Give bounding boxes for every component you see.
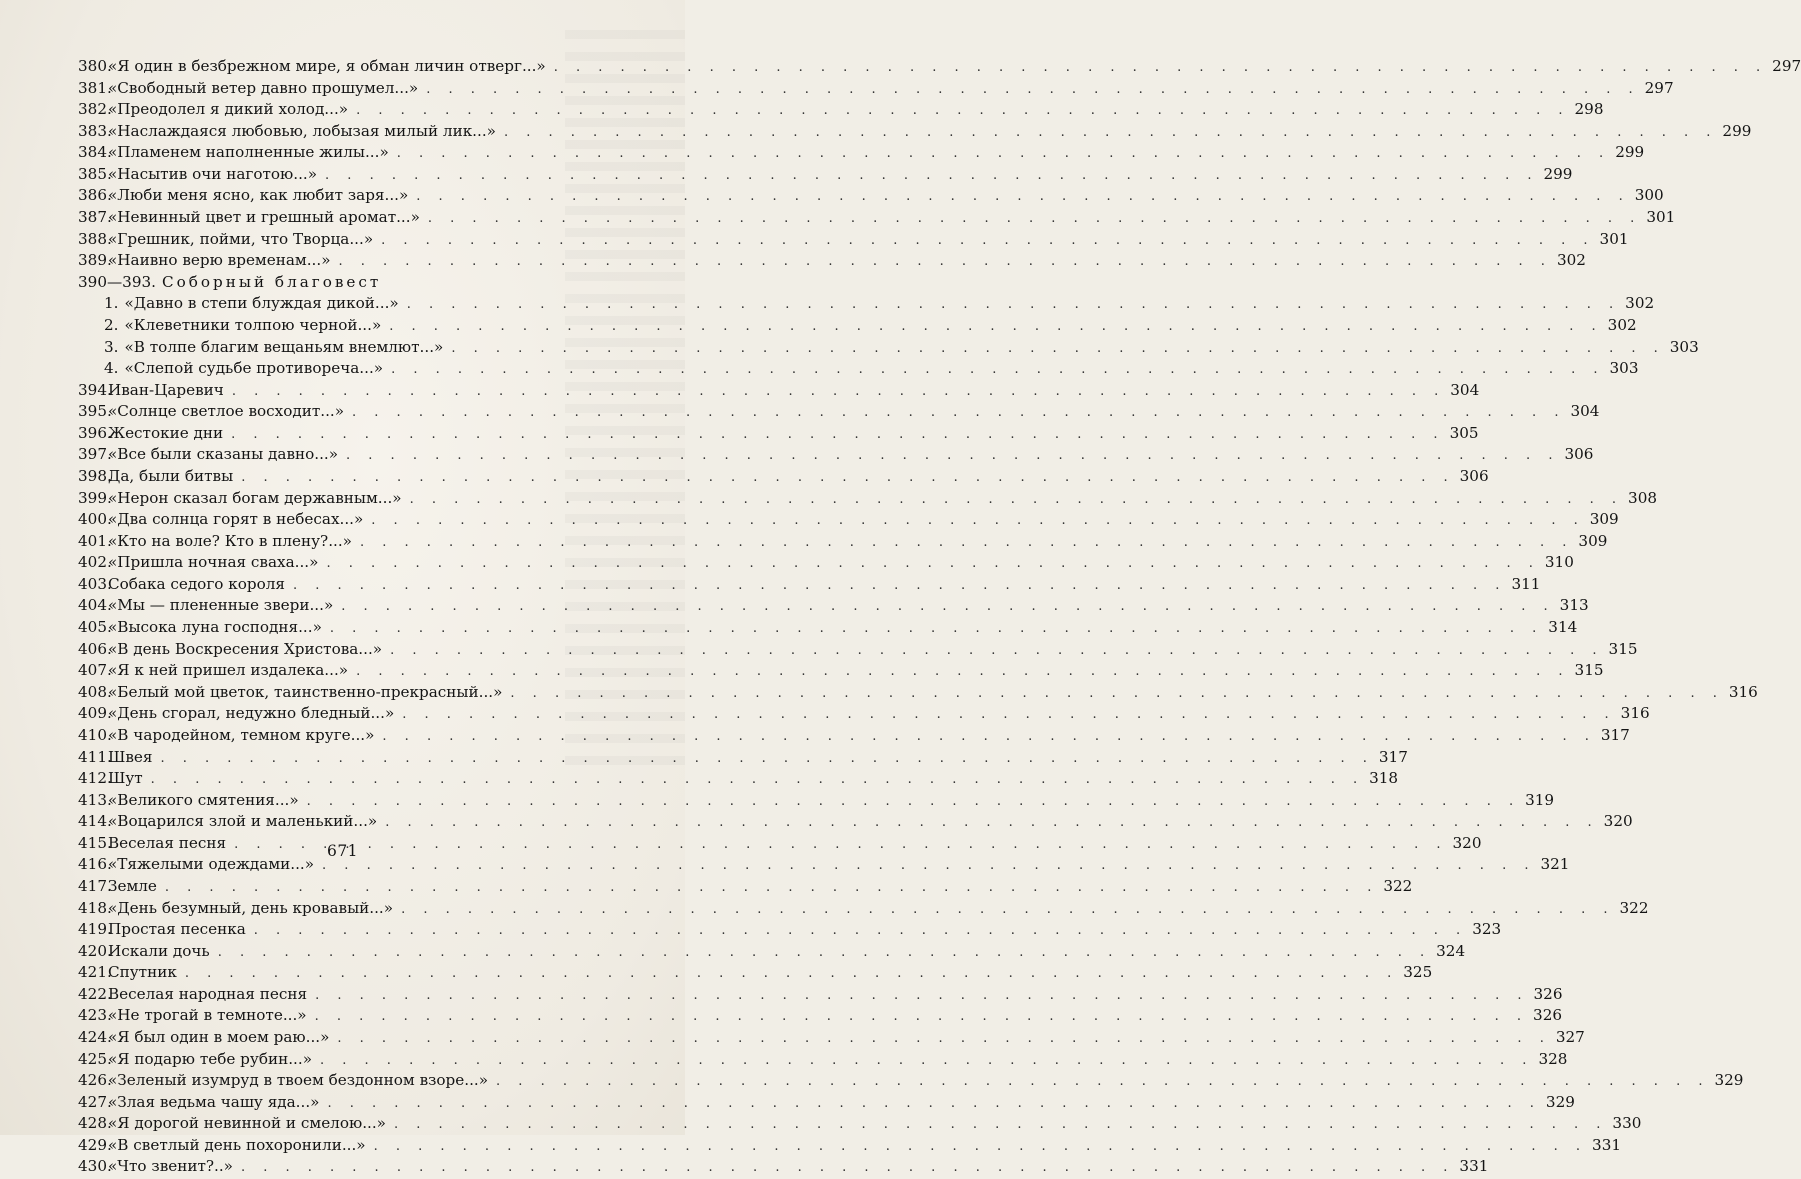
- toc-entry: [78, 941, 1466, 963]
- entry-title: «Белый мой цветок, таинственно-прекрасный...»: [108, 682, 503, 701]
- entry-title: Искали дочь: [108, 941, 210, 960]
- entry-title: «Пришла ночная сваха...»: [108, 553, 319, 572]
- dot-leader: [344, 402, 1565, 424]
- toc-entry: [78, 531, 1608, 553]
- dot-leader: [177, 963, 1398, 985]
- dot-leader: [366, 1136, 1587, 1158]
- entry-number: 386.: [78, 186, 112, 205]
- entry-page-number: 323: [1472, 920, 1502, 939]
- dot-leader: [374, 726, 1595, 748]
- entry-title: «Воцарился злой и маленький...»: [108, 812, 378, 831]
- entry-number: 407.: [78, 661, 112, 680]
- entry-number: 395.: [78, 402, 112, 421]
- dot-leader: [329, 1028, 1550, 1050]
- entry-title: «Я подарю тебе рубин...»: [108, 1049, 313, 1068]
- entry-title: «Свободный ветер давно прошумел...»: [108, 78, 419, 97]
- entry-page-number: 302: [1607, 315, 1637, 334]
- entry-title: «В чародейном, темном круге...»: [108, 725, 375, 744]
- entry-title: «День безумный, день кровавый...»: [108, 898, 394, 917]
- toc-entry: [78, 1005, 1563, 1027]
- entry-number: 383.: [78, 121, 112, 140]
- entry-page-number: 317: [1600, 725, 1630, 744]
- entry-number: 380.: [78, 57, 112, 75]
- toc-entry: [78, 164, 1573, 186]
- dot-leader: [317, 165, 1538, 187]
- entry-title: «Я дорогой невинной и смелою...»: [108, 1114, 386, 1133]
- entry-number: 397.: [78, 445, 112, 464]
- entry-page-number: 328: [1538, 1049, 1568, 1068]
- dot-leader: [285, 575, 1506, 597]
- toc-entry: [78, 250, 1586, 272]
- dot-leader: [502, 683, 1723, 705]
- entry-page-number: 304: [1450, 380, 1480, 399]
- entry-title: Веселая народная песня: [108, 984, 308, 1003]
- entry-number: 419.: [78, 920, 112, 939]
- entry-number: 413.: [78, 790, 112, 809]
- entry-number: 394.: [78, 380, 112, 399]
- entry-page-number: 315: [1608, 639, 1638, 658]
- entry-page-number: 297: [1644, 78, 1674, 97]
- toc-entry: [78, 790, 1555, 812]
- entry-page-number: 302: [1625, 294, 1655, 313]
- entry-number: 3.: [104, 337, 119, 356]
- entry-title: Собака седого короля: [108, 574, 285, 593]
- entry-number: 405.: [78, 618, 112, 637]
- entry-title: «Злая ведьма чашу яда...»: [108, 1092, 320, 1111]
- toc-section-heading: [78, 272, 646, 294]
- dot-leader: [399, 294, 1620, 316]
- toc-entry: [78, 1113, 1642, 1135]
- dot-leader: [393, 899, 1614, 921]
- entry-title: «Великого смятения...»: [108, 790, 299, 809]
- entry-page-number: 298: [1574, 100, 1604, 119]
- entry-title: «В светлый день похоронили...»: [108, 1135, 366, 1154]
- toc-entry: [78, 984, 1563, 1006]
- entry-number: 396.: [78, 423, 112, 442]
- entry-number: 410.: [78, 725, 112, 744]
- entry-number: 427.: [78, 1092, 112, 1111]
- dot-leader: [348, 100, 1569, 122]
- dot-leader: [420, 208, 1641, 230]
- entry-page-number: 316: [1620, 704, 1650, 723]
- entry-number: 409.: [78, 704, 112, 723]
- entry-title: «Наивно верю временам...»: [108, 251, 331, 270]
- dot-leader: [363, 510, 1584, 532]
- entry-title: «Кто на воле? Кто в плену?...»: [108, 531, 352, 550]
- entry-page-number: 316: [1728, 682, 1758, 701]
- entry-page-number: 331: [1592, 1135, 1622, 1154]
- dot-leader: [402, 489, 1623, 511]
- toc-entry: [78, 423, 1479, 445]
- entry-number: 388.: [78, 229, 112, 248]
- entry-title: Земле: [108, 876, 157, 895]
- toc-entry: [78, 56, 1801, 78]
- entry-number: 423.: [78, 1006, 112, 1025]
- entry-number: 4.: [104, 359, 119, 378]
- toc-entry: [78, 962, 1433, 984]
- dot-leader: [318, 553, 1539, 575]
- entry-page-number: 314: [1548, 618, 1578, 637]
- table-of-contents: [78, 56, 1801, 1178]
- entry-page-number: 311: [1511, 574, 1541, 593]
- entry-title: «Все были сказаны давно...»: [108, 445, 339, 464]
- entry-title: Иван-Царевич: [108, 380, 224, 399]
- entry-number: 382.: [78, 100, 112, 119]
- toc-entry: [78, 617, 1578, 639]
- toc-entry: [78, 142, 1645, 164]
- entry-number: 1.: [104, 294, 119, 313]
- entry-page-number: 327: [1555, 1028, 1585, 1047]
- entry-page-number: 301: [1646, 208, 1676, 227]
- toc-entry: [78, 207, 1676, 229]
- dot-leader: [333, 596, 1554, 618]
- entry-page-number: 306: [1564, 445, 1594, 464]
- entry-page-number: 315: [1574, 661, 1604, 680]
- toc-entry: [78, 898, 1649, 920]
- dot-leader: [386, 1114, 1607, 1136]
- entry-title: Соборный благовест: [162, 272, 382, 291]
- dot-leader: [157, 877, 1378, 899]
- entry-title: Да, были битвы: [108, 466, 234, 485]
- entry-number: 424.: [78, 1028, 112, 1047]
- entry-title: «Грешник, пойми, что Творца...»: [108, 229, 374, 248]
- toc-entry: [78, 682, 1758, 704]
- entry-title: Шут: [108, 769, 143, 788]
- entry-number: 412.: [78, 769, 112, 788]
- dot-leader: [443, 338, 1664, 360]
- dot-leader: [496, 122, 1717, 144]
- toc-entry: [78, 488, 1658, 510]
- entry-title: «В толпе благим вещаньям внемлют...»: [124, 337, 444, 356]
- entry-title: Веселая песня: [108, 833, 227, 852]
- entry-page-number: 313: [1559, 596, 1589, 615]
- entry-number: 404.: [78, 596, 112, 615]
- dot-leader: [488, 1071, 1709, 1093]
- entry-number: 384.: [78, 143, 112, 162]
- toc-entry: [78, 1070, 1744, 1092]
- toc-entry: [78, 876, 1413, 898]
- entry-title: Простая песенка: [108, 920, 246, 939]
- dot-leader: [319, 1093, 1540, 1115]
- toc-entry: [78, 99, 1604, 121]
- dot-leader: [246, 920, 1467, 942]
- entry-page-number: 324: [1436, 941, 1466, 960]
- dot-leader: [307, 1006, 1528, 1028]
- entry-number: 426.: [78, 1071, 112, 1090]
- entry-page-number: 322: [1383, 876, 1413, 895]
- entry-number: 398.: [78, 466, 112, 485]
- toc-entry: [78, 811, 1633, 833]
- entry-number: 425.: [78, 1049, 112, 1068]
- entry-title: «Высока луна господня...»: [108, 618, 322, 637]
- dot-leader: [394, 704, 1615, 726]
- entry-number: 399.: [78, 488, 112, 507]
- entry-page-number: 321: [1540, 855, 1570, 874]
- entry-title: «День сгорал, недужно бледный...»: [108, 704, 395, 723]
- dot-leader: [389, 143, 1610, 165]
- entry-number: 381.: [78, 78, 112, 97]
- toc-subentry: [78, 358, 1639, 380]
- toc-entry: [78, 185, 1664, 207]
- entry-page-number: 306: [1459, 466, 1489, 485]
- dot-leader: [152, 748, 1373, 770]
- dot-leader: [307, 985, 1528, 1007]
- entry-number: 2.: [104, 315, 119, 334]
- entry-page-number: 320: [1603, 812, 1633, 831]
- entry-title: «Зеленый изумруд в твоем бездонном взоре...»: [108, 1071, 489, 1090]
- toc-entry: [78, 574, 1541, 596]
- toc-entry: [78, 509, 1619, 531]
- toc-entry: [78, 768, 1399, 790]
- entry-page-number: 309: [1578, 531, 1608, 550]
- toc-entry: [78, 1092, 1575, 1114]
- entry-page-number: 309: [1589, 510, 1619, 529]
- dot-leader: [348, 661, 1569, 683]
- toc-entry: [78, 919, 1502, 941]
- toc-entry: [78, 660, 1604, 682]
- entry-title: «Клеветники толпою черной...»: [124, 315, 382, 334]
- toc-entry: [78, 229, 1629, 251]
- toc-entry: [78, 401, 1600, 423]
- toc-entry: [78, 725, 1630, 747]
- entry-page-number: 299: [1543, 164, 1573, 183]
- entry-number: 421.: [78, 963, 112, 982]
- entry-number: 389.: [78, 251, 112, 270]
- entry-page-number: 299: [1722, 121, 1752, 140]
- entry-number: 390—393.: [78, 272, 156, 291]
- dot-leader: [322, 618, 1543, 640]
- toc-entry: [78, 1027, 1585, 1049]
- entry-number: 385.: [78, 164, 112, 183]
- entry-page-number: 329: [1714, 1071, 1744, 1090]
- entry-number: 402.: [78, 553, 112, 572]
- dot-leader: [233, 467, 1454, 489]
- entry-number: 415.: [78, 833, 112, 852]
- entry-title: «Люби меня ясно, как любит заря...»: [108, 186, 409, 205]
- entry-title: «Насытив очи наготою...»: [108, 164, 318, 183]
- entry-page-number: 300: [1634, 186, 1664, 205]
- entry-title: «Я к ней пришел издалека...»: [108, 661, 349, 680]
- entry-number: 429.: [78, 1135, 112, 1154]
- toc-entry: [78, 1156, 1489, 1178]
- dot-leader: [418, 79, 1639, 101]
- toc-subentry: [78, 293, 1655, 315]
- dot-leader: [352, 532, 1573, 554]
- entry-number: 403.: [78, 574, 112, 593]
- entry-page-number: 308: [1628, 488, 1658, 507]
- entry-page-number: 326: [1533, 1006, 1563, 1025]
- entry-number: 430.: [78, 1157, 112, 1176]
- entry-page-number: 330: [1612, 1114, 1642, 1133]
- entry-title: «Я был один в моем раю...»: [108, 1028, 330, 1047]
- entry-page-number: 303: [1609, 359, 1639, 378]
- toc-entry: [78, 703, 1650, 725]
- dot-leader: [338, 445, 1559, 467]
- entry-number: 401.: [78, 531, 112, 550]
- dot-leader: [383, 359, 1604, 381]
- entry-title: «Пламенем наполненные жилы...»: [108, 143, 389, 162]
- entry-page-number: 319: [1525, 790, 1555, 809]
- entry-title: Жестокие дни: [108, 423, 224, 442]
- entry-title: «Что звенит?..»: [108, 1157, 233, 1176]
- toc-entry: [78, 639, 1638, 661]
- entry-number: 416.: [78, 855, 112, 874]
- entry-title: «Не трогай в темноте...»: [108, 1006, 307, 1025]
- dot-leader: [331, 251, 1552, 273]
- entry-title: «Тяжелыми одеждами...»: [108, 855, 315, 874]
- entry-page-number: 299: [1615, 143, 1645, 162]
- dot-leader: [233, 1157, 1454, 1179]
- dot-leader: [382, 640, 1603, 662]
- entry-page-number: 301: [1599, 229, 1629, 248]
- toc-entry: [78, 747, 1408, 769]
- entry-title: «Невинный цвет и грешный аромат...»: [108, 208, 420, 227]
- entry-page-number: 329: [1545, 1092, 1575, 1111]
- page-number: 671: [326, 842, 359, 860]
- entry-number: 406.: [78, 639, 112, 658]
- dot-leader: [143, 769, 1364, 791]
- dot-leader: [299, 791, 1520, 813]
- entry-title: «Два солнца горят в небесах...»: [108, 510, 364, 529]
- toc-entry: [78, 466, 1489, 488]
- entry-number: 414.: [78, 812, 112, 831]
- entry-page-number: 303: [1669, 337, 1699, 356]
- dot-leader: [210, 942, 1431, 964]
- dot-leader: [312, 1050, 1533, 1072]
- entry-page-number: 310: [1544, 553, 1574, 572]
- entry-title: «В день Воскресения Христова...»: [108, 639, 383, 658]
- dot-leader: [373, 230, 1594, 252]
- entry-page-number: 297: [1772, 57, 1801, 75]
- entry-page-number: 331: [1459, 1157, 1489, 1176]
- entry-page-number: 305: [1449, 423, 1479, 442]
- entry-number: 418.: [78, 898, 112, 917]
- entry-title: «Нерон сказал богам державным...»: [108, 488, 402, 507]
- entry-number: 417.: [78, 876, 112, 895]
- entry-page-number: 302: [1556, 251, 1586, 270]
- dot-leader: [408, 186, 1629, 208]
- entry-title: «Преодолел я дикий холод...»: [108, 100, 349, 119]
- dot-leader: [381, 316, 1602, 338]
- entry-page-number: 322: [1619, 898, 1649, 917]
- entry-title: Швея: [108, 747, 153, 766]
- entry-title: «Я один в безбрежном мире, я обман личин отверг...»: [108, 57, 546, 75]
- entry-page-number: 325: [1403, 963, 1433, 982]
- toc-entry: [78, 552, 1574, 574]
- toc-entry: [78, 595, 1589, 617]
- toc-entry: [78, 121, 1752, 143]
- toc-entry: [78, 1049, 1568, 1071]
- entry-title: «Давно в степи блуждая дикой...»: [124, 294, 399, 313]
- entry-page-number: 326: [1533, 984, 1563, 1003]
- entry-page-number: 317: [1378, 747, 1408, 766]
- entry-page-number: 318: [1369, 769, 1399, 788]
- toc-subentry: [78, 315, 1637, 337]
- entry-number: 408.: [78, 682, 112, 701]
- entry-number: 420.: [78, 941, 112, 960]
- toc-entry: [78, 78, 1674, 100]
- entry-number: 387.: [78, 208, 112, 227]
- dot-leader: [223, 424, 1444, 446]
- dot-leader: [224, 381, 1445, 403]
- entry-title: «Мы — плененные звери...»: [108, 596, 334, 615]
- entry-number: 428.: [78, 1114, 112, 1133]
- entry-number: 422.: [78, 984, 112, 1003]
- entry-page-number: 304: [1570, 402, 1600, 421]
- toc-entry: [78, 444, 1594, 466]
- entry-page-number: 320: [1452, 833, 1482, 852]
- entry-title: «Солнце светлое восходит...»: [108, 402, 345, 421]
- entry-number: 411.: [78, 747, 112, 766]
- entry-title: «Наслаждаяся любовью, лобызая милый лик...»: [108, 121, 496, 140]
- toc-subentry: [78, 337, 1699, 359]
- toc-entry: [78, 380, 1480, 402]
- entry-number: 400.: [78, 510, 112, 529]
- toc-entry: [78, 1135, 1622, 1157]
- dot-leader: [377, 812, 1598, 834]
- entry-title: «Слепой судьбе противореча...»: [124, 359, 384, 378]
- entry-title: Спутник: [108, 963, 177, 982]
- dot-leader: [546, 57, 1767, 79]
